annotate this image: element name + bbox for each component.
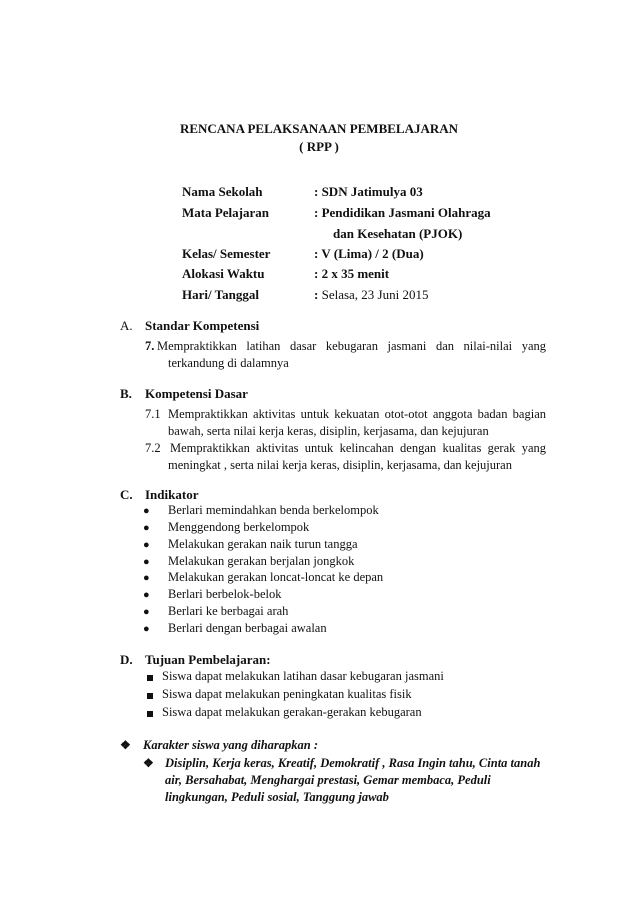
info-colon: : (314, 287, 319, 302)
info-value-mata-pelajaran-cont: dan Kesehatan (PJOK) (333, 226, 463, 241)
kd-number: 7.2 (145, 441, 161, 455)
section-a-line-1: Mempraktikkan latihan dasar kebugaran jasmani dan nilai-nilai yang (157, 339, 546, 353)
diamond-bullet-icon: ❖ (143, 756, 154, 770)
page-title: RENCANA PELAKSANAAN PEMBELAJARAN (179, 121, 459, 136)
info-label-hari-tanggal: Hari/ Tanggal (182, 287, 259, 302)
karakter-line-2: air, Bersahabat, Menghargai prestasi, Gemar membaca, Peduli (165, 773, 491, 787)
indikator-item: Menggendong berkelompok (168, 520, 310, 534)
bullet-icon: ● (143, 572, 150, 584)
bullet-icon: ● (143, 522, 150, 534)
square-bullet-icon (147, 693, 153, 699)
indikator-item: Berlari memindahkan benda berkelompok (168, 503, 379, 517)
tujuan-item: Siswa dapat melakukan peningkatan kualitas fisik (162, 687, 412, 701)
info-label-kelas-semester: Kelas/ Semester (182, 246, 271, 261)
bullet-icon: ● (143, 505, 150, 517)
section-d-letter: D. (120, 652, 133, 667)
kd-line-2: meningkat , serta nilai kerja keras, disiplin, kerjasama, dan kejujuran (168, 458, 512, 472)
page-subtitle: ( RPP ) (299, 139, 339, 154)
section-c-letter: C. (120, 487, 133, 502)
info-value-mata-pelajaran: : Pendidikan Jasmani Olahraga (314, 205, 491, 220)
info-value-kelas-semester: : V (Lima) / 2 (Dua) (314, 246, 424, 261)
indikator-item: Melakukan gerakan naik turun tangga (168, 537, 358, 551)
section-b-title: Kompetensi Dasar (145, 386, 248, 401)
square-bullet-icon (147, 675, 153, 681)
section-a-letter: A. (120, 318, 133, 333)
indikator-item: Melakukan gerakan loncat-loncat ke depan (168, 570, 384, 584)
karakter-line-1: Disiplin, Kerja keras, Kreatif, Demokratif , Rasa Ingin tahu, Cinta tanah (165, 756, 541, 770)
section-d-title: Tujuan Pembelajaran: (145, 652, 271, 667)
bullet-icon: ● (143, 539, 150, 551)
section-a-line-2: terkandung di dalamnya (168, 356, 289, 370)
kd-line-1: Mempraktikkan aktivitas untuk kelincahan dengan kualitas gerak yang (170, 441, 546, 455)
indikator-item: Berlari berbelok-belok (168, 587, 282, 601)
karakter-line-3: lingkungan, Peduli sosial, Tanggung jawab (165, 790, 389, 804)
karakter-heading: Karakter siswa yang diharapkan : (143, 738, 319, 752)
kd-line-1: Mempraktikkan aktivitas untuk kekuatan otot-otot anggota badan bagian (168, 407, 546, 421)
info-value-nama-sekolah: : SDN Jatimulya 03 (314, 184, 423, 199)
section-a-number: 7. (145, 339, 155, 353)
section-c-title: Indikator (145, 487, 199, 502)
indikator-item: Berlari ke berbagai arah (168, 604, 289, 618)
indikator-item: Berlari dengan berbagai awalan (168, 621, 327, 635)
info-label-mata-pelajaran: Mata Pelajaran (182, 205, 270, 220)
bullet-icon: ● (143, 606, 150, 618)
info-value-hari-tanggal (314, 287, 428, 303)
tujuan-item: Siswa dapat melakukan gerakan-gerakan kebugaran (162, 705, 422, 719)
info-label-nama-sekolah: Nama Sekolah (182, 184, 263, 199)
square-bullet-icon (147, 711, 153, 717)
indikator-item: Melakukan gerakan berjalan jongkok (168, 554, 355, 568)
tujuan-item: Siswa dapat melakukan latihan dasar kebugaran jasmani (162, 669, 444, 683)
diamond-bullet-icon: ❖ (120, 738, 131, 752)
kd-line-2: bawah, serta nilai kerja keras, disiplin, kerjasama, dan kejujuran (168, 424, 489, 438)
kd-number: 7.1 (145, 407, 161, 421)
section-b-letter: B. (120, 386, 132, 401)
bullet-icon: ● (143, 589, 150, 601)
section-a-title: Standar Kompetensi (145, 318, 260, 333)
bullet-icon: ● (143, 623, 150, 635)
info-date-text: Selasa, 23 Juni 2015 (318, 287, 429, 302)
info-value-alokasi-waktu: : 2 x 35 menit (314, 266, 390, 281)
bullet-icon: ● (143, 556, 150, 568)
info-label-alokasi-waktu: Alokasi Waktu (182, 266, 265, 281)
